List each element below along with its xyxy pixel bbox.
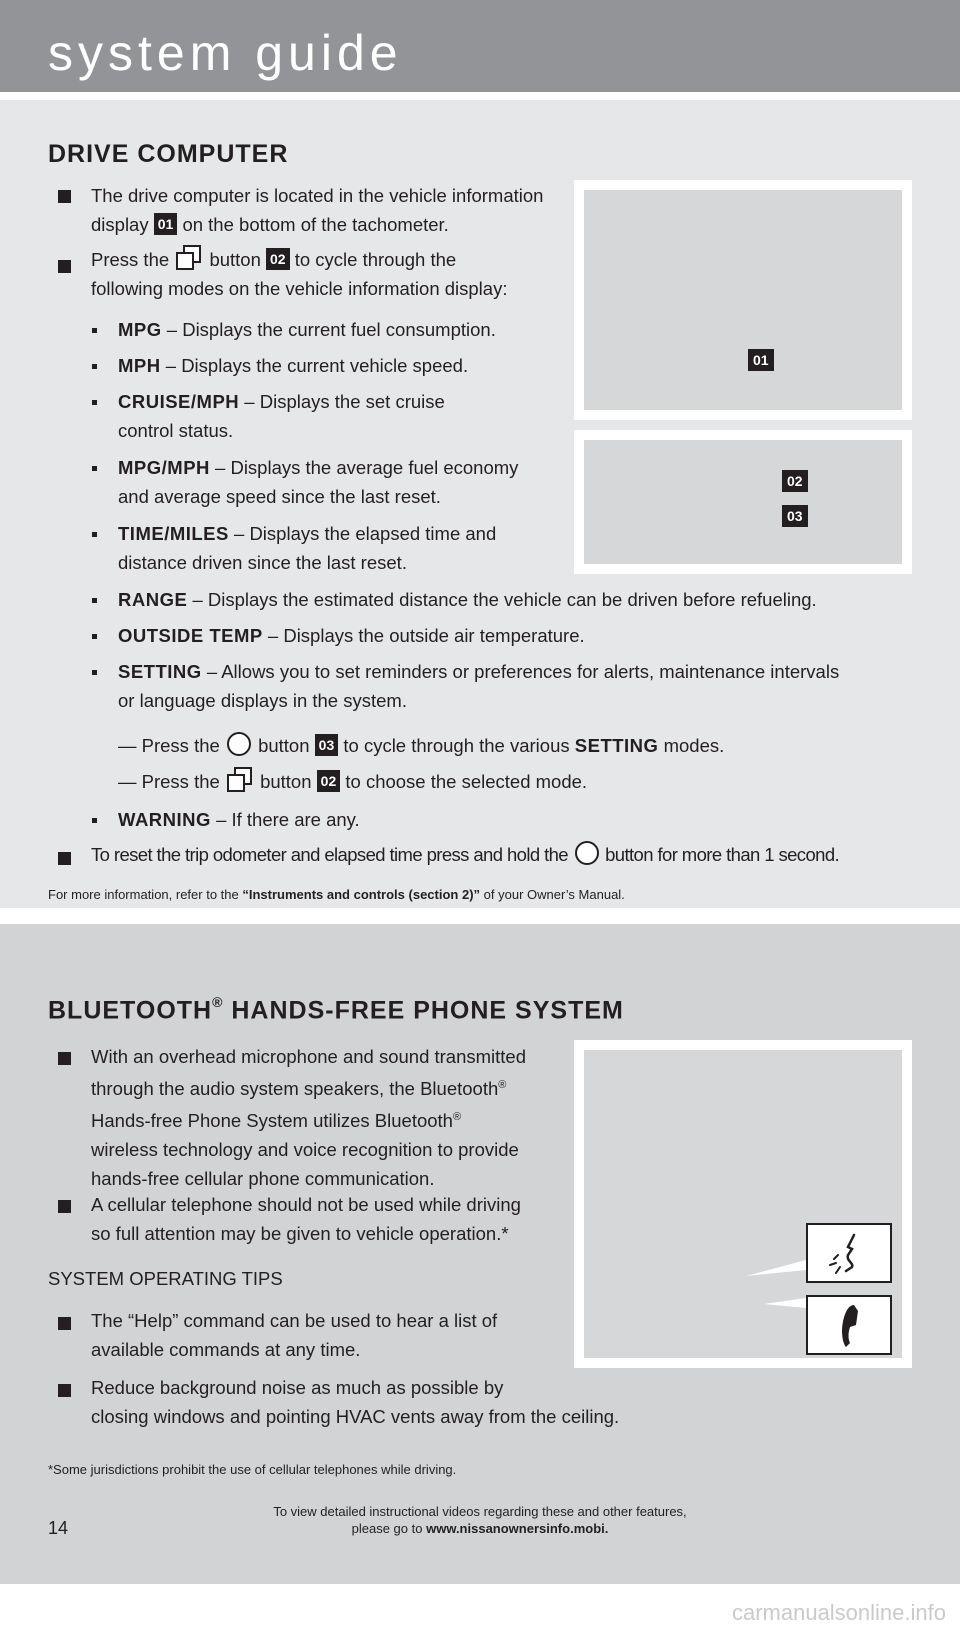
registered-mark: ® (212, 994, 224, 1010)
tips-heading: SYSTEM OPERATING TIPS (48, 1268, 283, 1289)
text-line: button (209, 249, 261, 270)
bullet-dot (92, 598, 97, 603)
mode-term: MPG/MPH (118, 457, 210, 478)
mode-mph (118, 351, 468, 380)
mode-term: TIME/MILES (118, 523, 229, 544)
bluetooth-intro-text (91, 1042, 526, 1193)
text-line: Reduce background noise as much as possible by (91, 1377, 504, 1398)
mode-desc: and average speed since the last reset. (118, 486, 441, 507)
text-line: wireless technology and voice recognition to provide (91, 1139, 519, 1161)
text-line: Hands-free Phone System utilizes Bluetooth (91, 1110, 453, 1132)
mode-setting (118, 657, 839, 715)
mode-term: SETTING (118, 661, 202, 682)
mode-term: MPG (118, 319, 162, 340)
text-line: button for more than 1 second. (605, 844, 840, 865)
text-line: closing windows and pointing HVAC vents away from the ceiling. (91, 1406, 620, 1427)
mode-desc: – Displays the elapsed time and (234, 523, 497, 544)
mode-term: MPH (118, 355, 161, 376)
registered-mark: ® (452, 1111, 462, 1124)
page-title: system guide (48, 25, 403, 81)
tachometer-image (574, 180, 912, 420)
manual-reference: “Instruments and controls (section 2)” (242, 887, 481, 902)
bullet-dot (92, 466, 97, 471)
bullet-dot (92, 364, 97, 369)
text-line: available commands at any time. (91, 1339, 361, 1360)
mode-desc: – If there are any. (216, 809, 360, 830)
display-button-icon (176, 245, 202, 271)
callout-badge-02: 02 (782, 470, 808, 492)
press-button-text (91, 245, 507, 303)
mode-desc: or language displays in the system. (118, 690, 407, 711)
callout-badge-03: 03 (782, 505, 808, 527)
callout-badge-01: 01 (154, 213, 178, 235)
bullet-dot (92, 670, 97, 675)
bullet-square (58, 260, 71, 273)
bullet-dot (92, 818, 97, 823)
mode-mpg (118, 315, 496, 344)
text-line: To view detailed instructional videos regarding these and other features, (273, 1504, 687, 1519)
setting-sub-choose (118, 767, 587, 796)
bluetooth-heading (48, 996, 624, 1025)
text-line: With an overhead microphone and sound transmitted (91, 1046, 527, 1067)
mode-desc: – Allows you to set reminders or preferences for alerts, maintenance intervals (206, 661, 840, 682)
circle-button-icon (575, 841, 599, 865)
text-line: SETTING (574, 735, 659, 756)
callout-badge-03: 03 (315, 734, 339, 756)
text-line: display (91, 214, 149, 235)
mode-desc: – Displays the outside air temperature. (267, 625, 585, 646)
text-line: hands-free cellular phone communication. (91, 1168, 435, 1190)
text-line: Press the (91, 249, 170, 270)
text-line: to cycle through the (294, 249, 457, 270)
reset-odometer-text (91, 840, 839, 869)
header-divider (0, 92, 960, 100)
mode-desc: control status. (118, 420, 234, 441)
talk-voice-icon (808, 1225, 890, 1281)
text-line: so full attention may be given to vehicle operation.* (91, 1223, 509, 1244)
help-command-tip (91, 1306, 497, 1364)
bullet-square (58, 190, 71, 203)
text-line: to choose the selected mode. (345, 771, 588, 792)
bullet-dot (92, 532, 97, 537)
bullet-square (58, 1384, 71, 1397)
mode-desc: – Displays the estimated distance the vehicle can be driven before refueling. (192, 589, 817, 610)
text-line: through the audio system speakers, the Bluetooth (91, 1078, 499, 1100)
page-header (0, 0, 960, 92)
mode-desc: – Displays the set cruise (244, 391, 445, 412)
bullet-dot (92, 328, 97, 333)
mode-range (118, 585, 817, 614)
mode-mpgmph (118, 453, 518, 511)
callout-badge-02: 02 (317, 770, 341, 792)
page-number: 14 (48, 1518, 69, 1538)
text-line: — Press the (118, 771, 220, 792)
text-line: on the bottom of the tachometer. (182, 214, 449, 235)
drive-computer-heading: DRIVE COMPUTER (48, 140, 289, 168)
phone-button (806, 1295, 892, 1355)
mode-desc: – Displays the current vehicle speed. (165, 355, 469, 376)
noise-tip (91, 1373, 619, 1431)
info-display-text (91, 181, 543, 239)
text-line: to cycle through the various (343, 735, 570, 756)
text-line: button (258, 735, 310, 756)
callout-badge-01: 01 (748, 349, 774, 371)
text-line: The drive computer is located in the vehicle information (91, 185, 544, 206)
bullet-square (58, 1052, 71, 1065)
watermark: carmanualsonline.info (731, 1600, 946, 1625)
text-line: To reset the trip odometer and elapsed time press and hold the (91, 844, 568, 865)
bullet-square (58, 1317, 71, 1330)
text-line: — Press the (118, 735, 220, 756)
mode-cruise (118, 387, 445, 445)
mode-desc: – Displays the current fuel consumption. (166, 319, 496, 340)
mode-term: CRUISE/MPH (118, 391, 240, 412)
text-line: The “Help” command can be used to hear a list of (91, 1310, 498, 1331)
mode-desc: – Displays the average fuel economy (215, 457, 519, 478)
bullet-dot (92, 400, 97, 405)
text-line: A cellular telephone should not be used while driving (91, 1194, 521, 1215)
phone-handset-icon (808, 1297, 890, 1353)
text-line: please go to (351, 1521, 423, 1536)
display-button-icon (227, 767, 253, 793)
mode-term: RANGE (118, 589, 188, 610)
more-info-note (48, 887, 625, 902)
text-line: of your Owner’s Manual. (483, 887, 625, 902)
talk-voice-button (806, 1223, 892, 1283)
mode-term: WARNING (118, 809, 211, 830)
mode-desc: distance driven since the last reset. (118, 552, 407, 573)
text-line: modes. (663, 735, 725, 756)
registered-mark: ® (498, 1079, 507, 1091)
heading-text: BLUETOOTH (48, 996, 213, 1025)
mode-time-miles (118, 519, 496, 577)
driving-warning-text (91, 1190, 521, 1248)
bullet-square (58, 1200, 71, 1213)
setting-sub-cycle (118, 731, 724, 760)
text-line: button (260, 771, 312, 792)
image-placeholder (584, 440, 902, 564)
cellphone-footnote: *Some jurisdictions prohibit the use of cellular telephones while driving. (48, 1462, 457, 1477)
footer-text (0, 1503, 960, 1537)
mode-warning (118, 805, 360, 834)
text-line: following modes on the vehicle information display: (91, 278, 508, 299)
callout-badge-02: 02 (266, 248, 290, 270)
website-link[interactable]: www.nissanownersinfo.mobi. (426, 1521, 609, 1536)
mode-outside-temp (118, 621, 585, 650)
bullet-dot (92, 634, 97, 639)
bullet-square (58, 852, 71, 865)
heading-text: HANDS-FREE PHONE SYSTEM (223, 996, 624, 1025)
text-line: For more information, refer to the (48, 887, 239, 902)
steering-controls-image (574, 430, 912, 574)
mode-term: OUTSIDE TEMP (118, 625, 263, 646)
image-placeholder (584, 190, 902, 410)
circle-button-icon (227, 732, 251, 756)
